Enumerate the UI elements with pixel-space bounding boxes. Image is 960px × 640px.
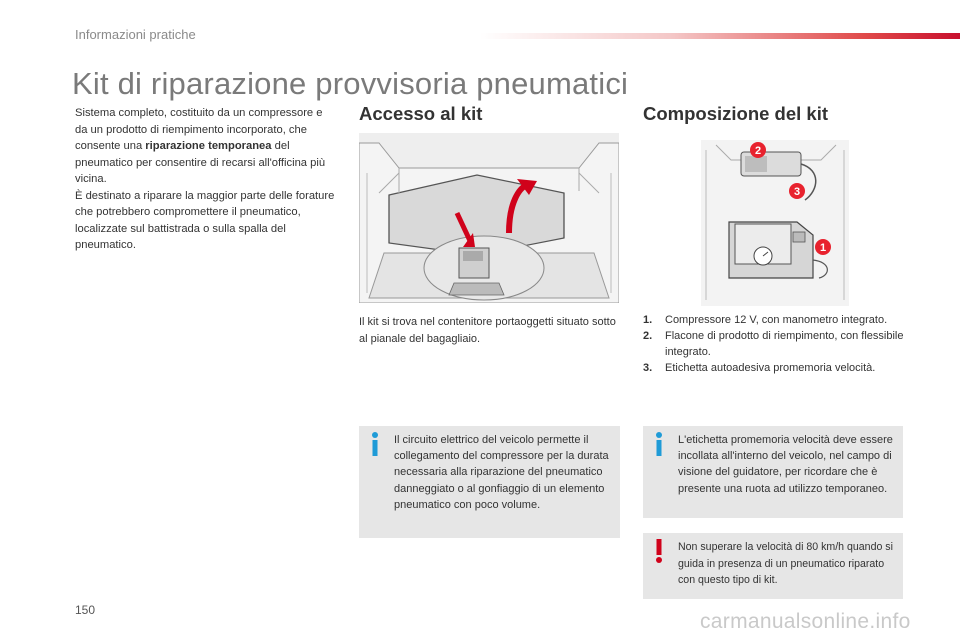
list-item [643, 312, 913, 328]
access-caption: Il kit si trova nel contenitore portaoggetti situato sotto al pianale del bagagliaio. [359, 316, 616, 345]
composition-list [643, 312, 913, 376]
list-item-text: Etichetta autoadesiva promemoria velocità. [665, 362, 876, 374]
svg-text:3: 3 [793, 186, 801, 198]
warning-text: Non superare la velocità di 80 km/h quando si guida in presenza di un pneumatico riparato con questo tipo di kit. [678, 541, 893, 586]
access-info-text: Il circuito elettrico del veicolo permette il collegamento del compressore per la durata necessaria alla riparazione del pneumatico danneggiato o al gonfiaggio di un elemento pneumatico con poco volume. [394, 434, 609, 511]
svg-text:2: 2 [754, 145, 762, 157]
info-icon [369, 431, 381, 457]
intro-paragraph-2: È destinato a riparare la maggior parte delle forature che potrebbero compromettere il pneumatico, localizzate sul battistrada o sulla spalla del pneumatico. [75, 189, 335, 251]
intro-paragraph-1 [75, 105, 337, 188]
composition-info-box [643, 426, 903, 518]
list-item [643, 360, 913, 376]
header-accent-bar [480, 33, 960, 39]
intro-text [75, 105, 337, 254]
section-label: Informazioni pratiche [75, 27, 196, 42]
page-title: Kit di riparazione provvisoria pneumatici [72, 66, 629, 101]
composition-heading: Composizione del kit [643, 103, 829, 124]
composition-info-text: L'etichetta promemoria velocità deve essere incollata all'interno del veicolo, nel campo di visione del guidatore, per ricordare che è presente una ruota ad utilizzo temporaneo. [678, 434, 893, 495]
list-item-text: Compressore 12 V, con manometro integrato. [665, 314, 888, 326]
warning-icon [653, 538, 665, 564]
intro-text-part: Sistema completo, costituito da un compressore e da un prodotto di riempimento incorporato, che consente una [75, 107, 323, 152]
trunk-illustration [359, 133, 619, 303]
access-info-box [359, 426, 620, 538]
callout-1 [815, 239, 831, 255]
info-icon [653, 431, 665, 457]
callout-2 [750, 142, 766, 158]
access-heading: Accesso al kit [359, 103, 483, 124]
trunk-drawing [359, 133, 619, 303]
intro-text-part: del pneumatico per consentire di recarsi all'officina più vicina. [75, 140, 326, 185]
watermark: carmanualsonline.info [700, 610, 911, 633]
svg-text:1: 1 [819, 242, 827, 254]
list-item-number: 3. [643, 362, 653, 374]
list-item-number: 1. [643, 314, 653, 326]
list-item-text: Flacone di prodotto di riempimento, con flessibile integrato. [665, 330, 904, 358]
list-item-number: 2. [643, 330, 653, 342]
list-item [643, 328, 913, 360]
kit-drawing [701, 140, 849, 306]
page-number: 150 [75, 603, 96, 617]
warning-box [643, 533, 903, 599]
intro-bold-text: riparazione temporanea [145, 140, 272, 152]
callout-3 [789, 183, 805, 199]
kit-illustration [701, 140, 849, 306]
